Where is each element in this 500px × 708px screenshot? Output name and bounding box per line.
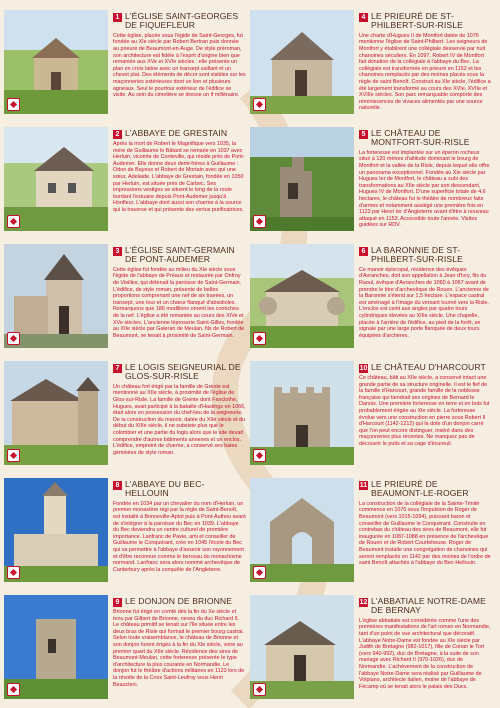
entry-title: L'ÉGLISE SAINT-GERMAIN DE PONT-AUDEMER	[125, 245, 235, 265]
entry-number: 5	[359, 130, 368, 139]
entry-title: L'ABBAYE DU BEC-HELLOUIN	[125, 479, 205, 499]
entry-title: LE CHÂTEAU D'HARCOURT	[371, 362, 486, 372]
entry-number: 3	[113, 247, 122, 256]
entry-9	[4, 591, 250, 706]
entry-number: 8	[113, 481, 122, 490]
entry-description: Ce manoir épiscopal, résidence des évêques d'Avranches, doit son appellation à Jean d'Ivry, fils du Raoul, évêque d'Avranches de 1060 à 1067 avant de prendre le titre d'archevêque de Rouen. L'ancienne de la Baronnie s'étend sur 1,5 hectare. L'espace castral est aménagé à l'image du versant tourné vers la Risle. L'enclos est ceint aux angles par quatre tours cylindriques élevées au XIIIe siècle. Une chapelle, placée à l'arrière de l'édifice, au pied de la forêt, se signale par une large porte flanquée de deux tours équipées d'archères.	[359, 266, 489, 339]
priory-photo	[250, 10, 354, 114]
entry-description: Ce château, bâti au XIIe siècle, a conservé intact une grande partie de sa structure originelle. Il est le fief de la famille d'Harcourt, grande famille de la noblesse française qui tiendrait ses origines de Bernard le Danois. Une première forteresse en terre et en bois fut probablement érigée au XIe siècle. La forteresse évolue vers une construction en pierre sous Robert II d'Harcourt (1142-1212) qui la dote d'un donjon carré que l'on peut encore distinguer, inséré dans des maçonneries plus récentes. Ne manquez pas de découvrir le puits et sa cage d'écureuil.	[359, 375, 490, 447]
entry-10	[250, 357, 496, 472]
entry-number: 11	[359, 482, 368, 489]
entry-number: 6	[359, 247, 368, 256]
entry-number: 4	[359, 13, 368, 22]
castle-photo	[250, 361, 354, 465]
entry-description: Cette église, placée sous l'égide de Saint-Georges, fut fondée au XIe siècle par Robert Bertran puis donnée au prieuré de Beaumont-en-Auge. De style préroman, son architecture est fidèle à l'esprit d'origine bien que remaniée aux XVe et XVIe siècles : elle présente un plan en croix latine avec un transept saillant et un chevet plat. Des éléments de décor sont visibles sur les maçonneries extérieures dont un lion et plusieurs agneaux. Seul le pourtour extérieur de l'édifice se visite. Au sein du cimetière se dresse un if millénaire.	[113, 32, 246, 99]
castle-ruin-photo	[250, 127, 354, 231]
entry-description: L'église abbatiale est considérée comme l'une des premières manifestations de l'art roman en Normandie, tant d'un point de vue architectural que décoratif. L'abbaye Notre-Dame est fondée au XIe siècle par Judith de Bretagne (982-1017), fille de Conan le Tort (vers 940-992), duc de Bretagne, à la suite de son mariage avec Richard II (970-1026), duc de Normandie. L'achèvement de la construction de l'abbaye Notre-Dame sera réalisé par Guillaume de Volpiano, architecte italien, moine de l'abbaye de Fécamp où se tenait alors le palais des Ducs.	[359, 617, 491, 690]
entry-title: LE PRIEURÉ DE BEAUMONT-LE-ROGER	[371, 479, 469, 499]
entry-11	[250, 474, 496, 589]
entry-number: 10	[359, 365, 368, 372]
entry-4	[250, 6, 496, 121]
entry-1	[4, 6, 250, 121]
church-photo	[4, 244, 108, 348]
heritage-badge-icon	[7, 332, 20, 345]
heritage-badge-icon	[253, 332, 266, 345]
heritage-badge-icon	[253, 566, 266, 579]
entry-12	[250, 591, 496, 706]
manor-photo	[4, 361, 108, 465]
entry-3	[4, 240, 250, 355]
entry-2	[4, 123, 250, 238]
entry-title: LE LOGIS SEIGNEURIAL DE GLOS-SUR-RISLE	[125, 362, 241, 382]
abbey-tower-photo	[4, 478, 108, 582]
entry-description: Un château fort érigé par la famille de Grente est mentionné au XIIe siècle, à proximité de l'église de Glos-sur-Risle. La famille de Grente dont Fanclothe, Hugues, avait participé à la bataille d'Hastings en 1066, était alors en possession du chef-lieu de la seigneurie. De la construction du manoir, datée du XIIe siècle et du début du XIIIe siècle, il ne subsiste plus que le colombier et une partie du logis alors que le site devait comprendre d'autres bâtiments annexes et un enclos. L'édifice, empreint de charme, a conservé ses baies géminées de style roman.	[113, 383, 246, 456]
attractions-grid	[4, 6, 496, 706]
heritage-badge-icon	[7, 683, 20, 696]
heritage-badge-icon	[253, 98, 266, 111]
heritage-badge-icon	[253, 215, 266, 228]
entry-title: LE CHÂTEAU DE MONTFORT-SUR-RISLE	[371, 128, 470, 148]
heritage-badge-icon	[7, 449, 20, 462]
entry-title: L'ABBATIALE NOTRE-DAME DE BERNAY	[371, 596, 486, 616]
entry-number: 1	[113, 13, 122, 22]
entry-6	[250, 240, 496, 355]
entry-description: Brionne fut érigé en comté dès la fin du Xe siècle et tenu par Gilbert de Brionne, neveu du duc Richard II. Le château primitif se tenait sur l'île située entre les deux bras de Risle qui formait le premier bourg castral. Selon toute vraisemblance, le château de Brionne et son donjon furent érigés à la fin du XIe siècle, voire au premier quart du XIIe siècle. Résidence des sires de Beaumont-Meulan, cette forteresse présente le type d'architecture la plus courante en Normandie. Le donjon fut le théâtre d'actions militaires en 1123 lors de la révolte de la Croix Saint-Leufroy sous Henri Beauclerc.	[113, 609, 245, 688]
heritage-badge-icon	[7, 215, 20, 228]
entry-title: LE PRIEURÉ DE ST-PHILBERT-SUR-RISLE	[371, 11, 463, 31]
entry-description: La forteresse est implantée sur un éperon rocheux situé à 120 mètres d'altitude dominant le bourg de Montfort et la vallée de la Risle, depuis lequel elle offre un panorama exceptionnel. Fondée au XIe siècle par Hugues Ier de Montfort, le château a subi des transformations au XIIe siècle par son descendant, Hugues IV de Montfort. D'une superficie totale de 4,6 hectares, le château fut le théâtre de nombreux faits d'armes et notamment assiégé une première fois en 1123 par Henri Ier d'Angleterre avant d'être à nouveau attaqué en 1153. Accessible toute l'année. Visites guidées sur RDV.	[359, 149, 490, 229]
keep-photo	[4, 595, 108, 699]
manor-photo	[250, 244, 354, 348]
entry-description: Après la mort de Robert le Magnifique vers 1035, la mère de Guillaume le Bâtard se remarie en 1037 avec Herluin, vicomte de Conteville, qui réside près de Pont-Audemer. Elle donne deux demi-frères à Guillaume : Odon de Bayeux et Robert de Mortain avec qui une sœur, Adelaide. L'abbaye de Grestain, fondée en 1050 par Herluin, est située près de Carbec. Ses impressions vestiges se situent le long de la route bordant l'estuaire depuis Pont-Audemer jusqu'à Honfleur. L'abbaye dont aussi son charme à la source qui la traverse et qui présente des vertus purificatrices.	[113, 141, 245, 213]
entry-title: LA BARONNIE DE ST-PHILBERT-SUR-RISLE	[371, 245, 463, 265]
entry-title: L'ABBAYE DE GRESTAIN	[125, 128, 228, 138]
heritage-badge-icon	[253, 683, 266, 696]
entry-description: La construction de la collégiale de la Sainte-Trinité commence en 1070 sous l'impulsion de Roger de Beaumont (vers 1015-1094), puissant baron et conseiller de Guillaume le Conquérant. Construite en contrebas du château des sires de Beaumont, elle fut inaugurée en 1087-1088 en présence de l'archevêque de Rouen et de Robert Courteheuse. Roger de Beaumont installe une congrégation de chanoines qui seront remplacés en 1142 par des moines de l'ordre de saint Benoît attachés à l'abbaye du Bec-Hellouin.	[359, 500, 491, 567]
entry-title: L'ÉGLISE SAINT-GEORGES DE FIQUEFLEUR	[125, 11, 239, 31]
entry-description: Une charte d'Hugues II de Montfort datée de 1076 mentionne l'église de Saint-Philbert. Les seigneurs de Montfort y établirent une collégiale desservie par huit chanoines séculiers. En 1097, Robert IV de Montfort fait donation de la collégiale à l'abbaye du Bec. La collégiale est transformée en prieuré en 1152 et les chanoines remplacés par des moines placés sous la règle de saint Benoît. Construit au XIe siècle, l'édifice a été largement transformé au cours des XVIe, XVIIe et XVIIIe siècles. Son parc remarquable comporte des réminiscences de vivaces alimentés par une source naturelle.	[359, 32, 491, 112]
priory-ruin-photo	[250, 478, 354, 582]
entry-5	[250, 123, 496, 238]
entry-description: Fondée en 1034 par un chevalier du nom d'Herluin, un premier monastère régi par la règle de Saint-Benoît, est installé à Bonneville-Aptot puis à Pont-Authou avant de s'intégrer à la paroisse du Bec en 1039. L'abbaye du Bec deviendra un centre culturel de première importance. Lanfranc de Pavie, ami et conseiller de Guillaume le Conquérant, crée en 1045 l'école du Bec qui va permettre à l'abbaye d'asseoir son rayonnement et d'être reconnue comme le berceau du monachisme normand. Lanfranc sera alors nommé archevêque de Canterbury après la conquête de l'Angleterre.	[113, 500, 246, 573]
heritage-badge-icon	[253, 449, 266, 462]
entry-description: Cette église fut fondée au milieu du XIe siècle sous l'égide de l'abbaye de Préaux et restaurée par Onfroy de Vieilles, qui détenait la paroisse de Saint-Germain. L'édifice, de style roman, présente de belles proportions comprenant une nef de six travées, un transept, une tour et un chœur flanqué d'absidioles. Remarquons que 186 modillons ornent les corniches de la nef. L'église a été remaniée au cours des XIVe et XVe siècles. L'ancienne léproserie Saint-Gilles, fondée au XIIe siècle par Galeran de Meulan, fils de Robert de Beaumont, se tenait à proximité de Saint-Germain.	[113, 266, 245, 339]
entry-number: 7	[113, 364, 122, 373]
entry-number: 9	[113, 598, 122, 607]
heritage-badge-icon	[7, 566, 20, 579]
entry-number: 12	[359, 599, 368, 606]
entry-number: 2	[113, 130, 122, 139]
abbey-photo	[4, 127, 108, 231]
entry-7	[4, 357, 250, 472]
abbey-church-photo	[250, 595, 354, 699]
entry-title: LE DONJON DE BRIONNE	[125, 596, 233, 606]
church-photo	[4, 10, 108, 114]
entry-8	[4, 474, 250, 589]
heritage-badge-icon	[7, 98, 20, 111]
